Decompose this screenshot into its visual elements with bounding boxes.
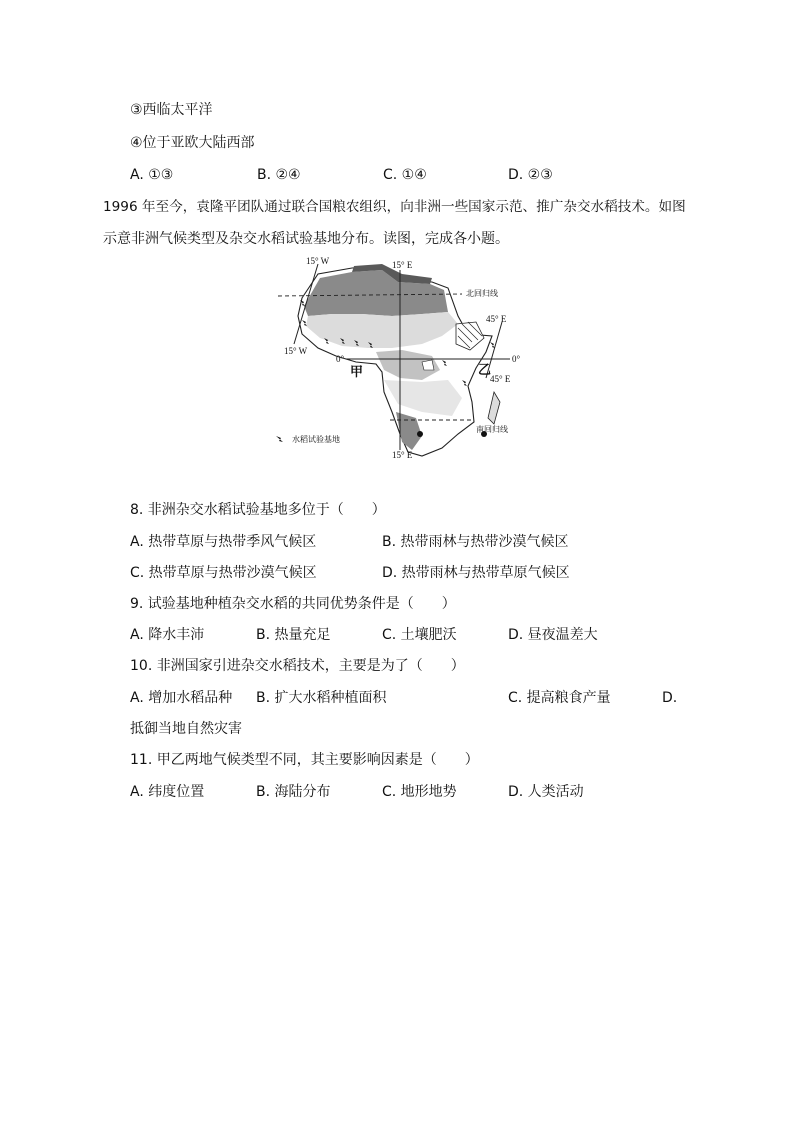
question-10-option-a: A. 增加水稻品种 bbox=[130, 690, 233, 706]
question-9-option-a: A. 降水丰沛 bbox=[130, 627, 205, 643]
label-tropic-capricorn: 南回归线 bbox=[476, 425, 508, 434]
prev-option-c: C. ①④ bbox=[383, 167, 427, 183]
question-8-option-d: D. 热带雨林与热带草原气候区 bbox=[382, 565, 570, 581]
label-45e-bottom: 45° E bbox=[490, 374, 511, 384]
question-11-option-c: C. 地形地势 bbox=[382, 784, 457, 800]
question-10-option-c: C. 提高粮食产量 bbox=[508, 690, 611, 706]
question-11-option-a: A. 纬度位置 bbox=[130, 784, 205, 800]
prev-item-3: ③西临太平洋 bbox=[130, 102, 213, 118]
question-11-stem: 11. 甲乙两地气候类型不同，其主要影响因素是（ ） bbox=[130, 752, 479, 768]
prev-option-d: D. ②③ bbox=[508, 167, 553, 183]
question-8-option-b: B. 热带雨林与热带沙漠气候区 bbox=[382, 534, 569, 550]
place-dot-jia bbox=[417, 431, 423, 437]
intro-line-2: 示意非洲气候类型及杂交水稻试验基地分布。读图，完成各小题。 bbox=[103, 231, 509, 247]
question-8-option-c: C. 热带草原与热带沙漠气候区 bbox=[130, 565, 317, 581]
question-9-option-c: C. 土壤肥沃 bbox=[382, 627, 457, 643]
legend-label: 水稻试验基地 bbox=[292, 435, 340, 444]
question-11-option-b: B. 海陆分布 bbox=[256, 784, 331, 800]
question-10-option-b: B. 扩大水稻种植面积 bbox=[256, 690, 387, 706]
question-9-option-d: D. 昼夜温差大 bbox=[508, 627, 598, 643]
prev-option-a: A. ①③ bbox=[130, 167, 174, 183]
africa-climate-map bbox=[272, 252, 532, 462]
question-11-option-d: D. 人类活动 bbox=[508, 784, 584, 800]
intro-line-1: 1996 年至今，袁隆平团队通过联合国粮农组织，向非洲一些国家示范、推广杂交水稻技术。如图 bbox=[103, 199, 686, 215]
rice-base-marker bbox=[490, 342, 495, 348]
question-10-option-d: D. bbox=[662, 690, 678, 706]
question-9-stem: 9. 试验基地种植杂交水稻的共同优势条件是（ ） bbox=[130, 596, 456, 612]
label-equator-right: 0° bbox=[512, 354, 521, 364]
madagascar bbox=[488, 392, 500, 424]
great-lake bbox=[422, 360, 434, 370]
label-tropic-cancer: 北回归线 bbox=[466, 289, 498, 298]
question-8-stem: 8. 非洲杂交水稻试验基地多位于（ ） bbox=[130, 502, 386, 518]
label-15e-bottom: 15° E bbox=[392, 450, 413, 460]
legend-rice-base-marker bbox=[276, 436, 283, 442]
question-9-option-b: B. 热量充足 bbox=[256, 627, 331, 643]
label-equator-left: 0° bbox=[336, 354, 345, 364]
label-place-jia: 甲 bbox=[350, 364, 364, 379]
label-45e-top: 45° E bbox=[486, 314, 507, 324]
question-8-option-a: A. 热带草原与热带季风气候区 bbox=[130, 534, 317, 550]
label-15w-bottom: 15° W bbox=[284, 346, 308, 356]
label-15e-top: 15° E bbox=[392, 260, 413, 270]
prev-item-4: ④位于亚欧大陆西部 bbox=[130, 135, 255, 151]
label-15w-top: 15° W bbox=[306, 256, 330, 266]
question-10-option-d-text: 抵御当地自然灾害 bbox=[130, 721, 242, 737]
question-10-stem: 10. 非洲国家引进杂交水稻技术，主要是为了（ ） bbox=[130, 658, 465, 674]
prev-option-b: B. ②④ bbox=[257, 167, 301, 183]
label-place-yi: 乙 bbox=[478, 362, 492, 377]
